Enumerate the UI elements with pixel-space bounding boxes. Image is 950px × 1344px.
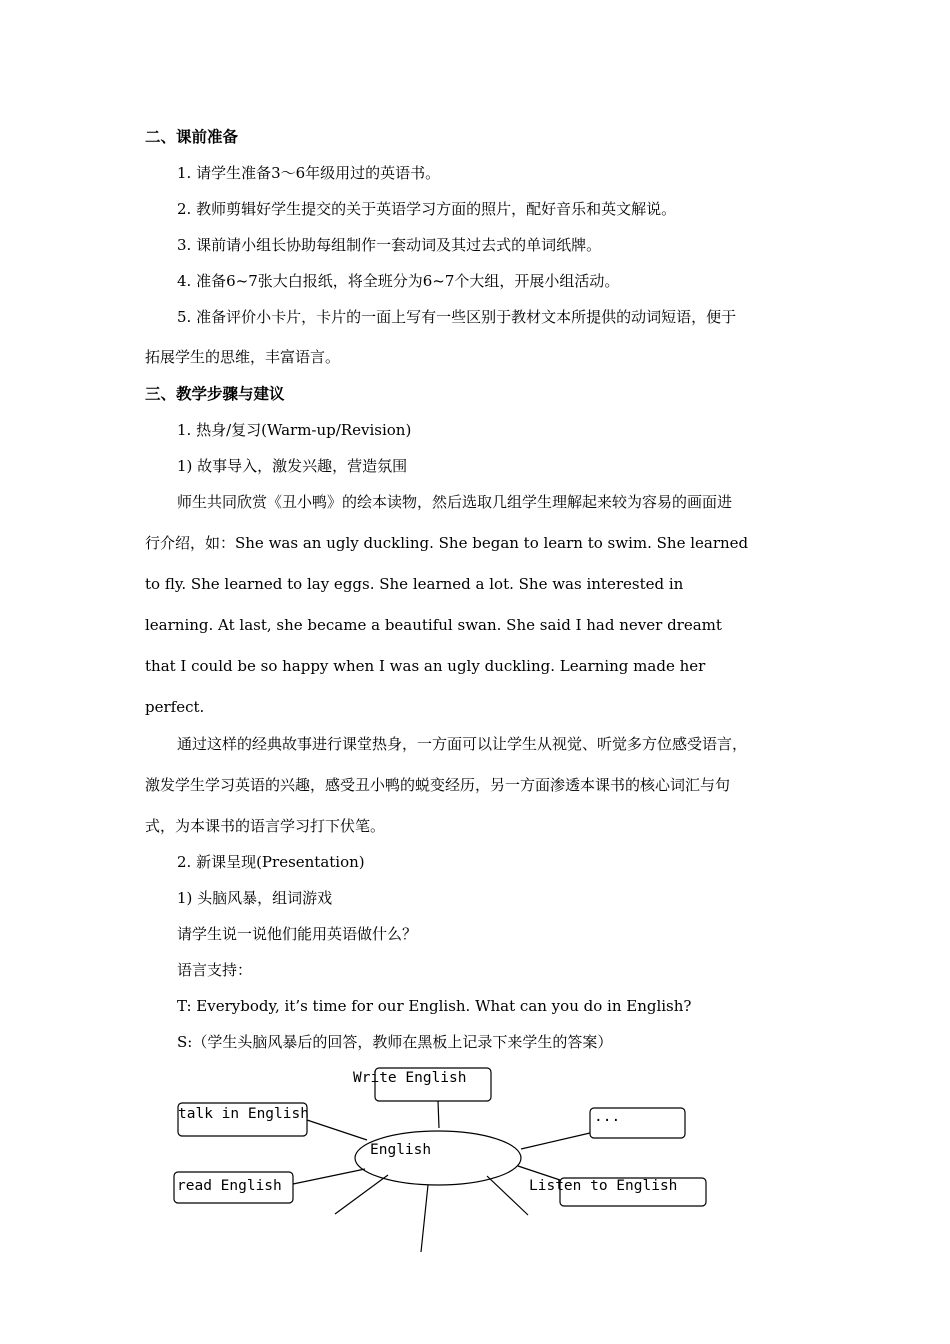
student-line: S:（学生头脑风暴后的回答，教师在黑板上记录下来学生的答案） — [177, 1033, 613, 1051]
section-3-heading: 三、教学步骤与建议 — [145, 384, 285, 403]
connector-read — [293, 1169, 365, 1184]
story-line-5: that I could be so happy when I was an ugly duckling. Learning made her — [145, 657, 706, 675]
connector-more — [521, 1133, 590, 1149]
purpose-line-1: 通过这样的经典故事进行课堂热身，一方面可以让学生从视觉、听觉多方位感受语言， — [177, 735, 748, 753]
connector-empty-3 — [487, 1176, 528, 1215]
story-line-4: learning. At last, she became a beautiful swan. She said I had never dreamt — [145, 616, 722, 634]
node-label-talk: talk in English — [178, 1106, 309, 1122]
teacher-line: T: Everybody, it’s time for our English. What can you do in English? — [177, 997, 692, 1015]
step-2-subtitle: 1) 头脑风暴，组词游戏 — [177, 889, 333, 907]
prep-item-5-continued: 拓展学生的思维，丰富语言。 — [145, 348, 341, 366]
step-2-title: 2. 新课呈现(Presentation) — [177, 853, 365, 871]
section-2-heading: 二、课前准备 — [145, 127, 239, 146]
connector-write — [438, 1101, 439, 1128]
mind-map-diagram — [0, 1060, 950, 1344]
story-line-2: 行介绍，如：She was an ugly duckling. She began to learn to swim. She learned — [145, 534, 749, 552]
connector-empty-1 — [335, 1175, 388, 1214]
connector-empty-2 — [421, 1185, 428, 1252]
prep-item-1: 1. 请学生准备3～6年级用过的英语书。 — [177, 164, 441, 182]
node-label-more: ... — [594, 1109, 621, 1125]
prep-item-5: 5. 准备评价小卡片，卡片的一面上写有一些区别于教材文本所提供的动词短语，便于 — [177, 308, 737, 326]
step-1-title: 1. 热身/复习(Warm-up/Revision) — [177, 421, 412, 439]
center-ellipse — [355, 1131, 521, 1185]
story-line-3: to fly. She learned to lay eggs. She learned a lot. She was interested in — [145, 575, 684, 593]
center-label: English — [370, 1142, 432, 1158]
prep-item-3: 3. 课前请小组长协助每组制作一套动词及其过去式的单词纸牌。 — [177, 236, 602, 254]
purpose-line-2: 激发学生学习英语的兴趣，感受丑小鸭的蜕变经历，另一方面渗透本课书的核心词汇与句 — [145, 776, 731, 794]
connector-talk — [307, 1120, 367, 1140]
purpose-line-3: 式，为本课书的语言学习打下伏笔。 — [145, 817, 386, 835]
story-line-1: 师生共同欣赏《丑小鸭》的绘本读物，然后选取几组学生理解起来较为容易的画面进 — [177, 493, 733, 511]
story-line-6: perfect. — [145, 698, 205, 716]
step-1-subtitle: 1) 故事导入，激发兴趣，营造氛围 — [177, 457, 408, 475]
prep-item-4: 4. 准备6~7张大白报纸，将全班分为6~7个大组，开展小组活动。 — [177, 272, 620, 290]
node-label-write: Write English — [353, 1070, 467, 1086]
prep-item-2: 2. 教师剪辑好学生提交的关于英语学习方面的照片，配好音乐和英文解说。 — [177, 200, 677, 218]
node-label-read: read English — [177, 1178, 282, 1194]
language-support-label: 语言支持： — [177, 961, 253, 979]
brainstorm-question: 请学生说一说他们能用英语做什么？ — [177, 925, 418, 943]
node-label-listen: Listen to English — [529, 1178, 678, 1194]
